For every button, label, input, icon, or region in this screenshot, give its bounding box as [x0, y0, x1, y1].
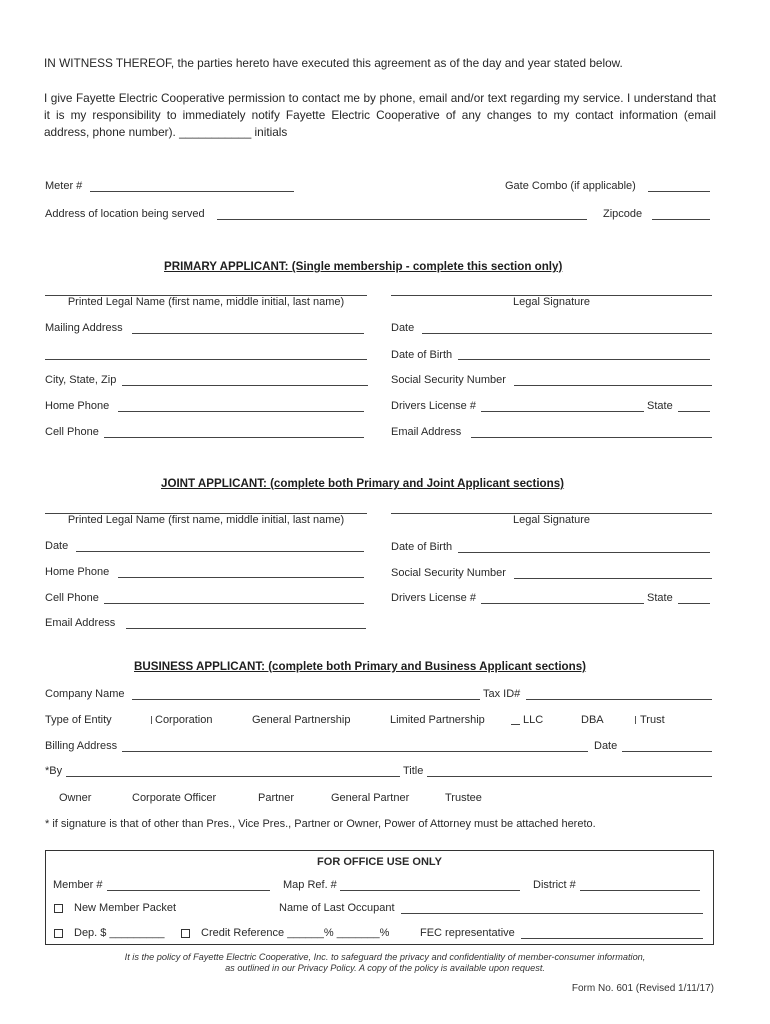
- role-owner-label: Owner: [59, 792, 92, 804]
- primary-applicant-heading: PRIMARY APPLICANT: (Single membership - complete this section only): [164, 260, 563, 273]
- by-field[interactable]: [66, 776, 400, 777]
- tax-id-label: Tax ID#: [483, 688, 521, 700]
- joint-dob-label: Date of Birth: [391, 541, 453, 553]
- joint-date-field[interactable]: [76, 551, 364, 552]
- llc-checkbox[interactable]: [511, 724, 520, 725]
- entity-limited-partnership-label: Limited Partnership: [390, 714, 485, 726]
- last-occupant-label: Name of Last Occupant: [279, 902, 395, 914]
- fec-representative-label: FEC representative: [420, 927, 515, 939]
- business-date-label: Date: [594, 740, 618, 752]
- district-field[interactable]: [580, 890, 700, 891]
- primary-mailing-address-field[interactable]: [132, 333, 364, 334]
- primary-email-field[interactable]: [471, 437, 712, 438]
- company-name-label: Company Name: [45, 688, 125, 700]
- primary-drivers-license-label: Drivers License #: [391, 400, 476, 412]
- meter-field[interactable]: [90, 191, 294, 192]
- deposit-checkbox[interactable]: [54, 929, 63, 938]
- map-ref-label: Map Ref. #: [283, 879, 337, 891]
- new-member-packet-checkbox[interactable]: [54, 904, 63, 913]
- primary-mailing-address-label: Mailing Address: [45, 322, 123, 334]
- billing-address-label: Billing Address: [45, 740, 118, 752]
- billing-address-field[interactable]: [122, 751, 588, 752]
- joint-drivers-license-label: Drivers License #: [391, 592, 476, 604]
- role-corporate-officer-label: Corporate Officer: [132, 792, 217, 804]
- office-use-heading: FOR OFFICE USE ONLY: [317, 856, 442, 868]
- last-occupant-field[interactable]: [401, 913, 703, 914]
- company-name-field[interactable]: [132, 699, 480, 700]
- primary-drivers-license-field[interactable]: [481, 411, 644, 412]
- title-field[interactable]: [427, 776, 712, 777]
- primary-printed-name-caption: Printed Legal Name (first name, middle initial, last name): [67, 296, 345, 308]
- title-label: Title: [403, 765, 424, 777]
- gate-combo-label: Gate Combo (if applicable): [505, 180, 636, 192]
- address-location-field[interactable]: [217, 219, 587, 220]
- joint-printed-name-caption: Printed Legal Name (first name, middle initial, last name): [67, 514, 345, 526]
- primary-date-label: Date: [391, 322, 415, 334]
- zipcode-field[interactable]: [652, 219, 710, 220]
- joint-signature-caption: Legal Signature: [512, 514, 591, 526]
- primary-home-phone-label: Home Phone: [45, 400, 110, 412]
- power-of-attorney-note: * if signature is that of other than Pres., Vice Pres., Partner or Owner, Power of Attorney must be attached hereto.: [45, 818, 596, 830]
- member-number-label: Member #: [53, 879, 103, 891]
- tax-id-field[interactable]: [526, 699, 712, 700]
- role-trustee-label: Trustee: [445, 792, 482, 804]
- privacy-policy-line-2: as outlined in our Privacy Policy. A copy of the policy is available upon request.: [225, 963, 545, 973]
- witness-statement: IN WITNESS THEREOF, the parties hereto have executed this agreement as of the day and year stated below.: [44, 56, 623, 70]
- joint-ssn-label: Social Security Number: [391, 567, 506, 579]
- corporation-checkbox[interactable]: [151, 716, 152, 724]
- primary-dob-field[interactable]: [458, 359, 710, 360]
- primary-cell-phone-field[interactable]: [104, 437, 364, 438]
- entity-trust-label: Trust: [640, 714, 665, 726]
- primary-dob-label: Date of Birth: [391, 349, 453, 361]
- joint-cell-phone-label: Cell Phone: [45, 592, 99, 604]
- primary-cell-phone-label: Cell Phone: [45, 426, 99, 438]
- joint-dob-field[interactable]: [458, 552, 710, 553]
- joint-state-field[interactable]: [678, 603, 710, 604]
- primary-state-label: State: [647, 400, 673, 412]
- entity-dba-label: DBA: [581, 714, 604, 726]
- zipcode-label: Zipcode: [603, 208, 643, 220]
- primary-ssn-label: Social Security Number: [391, 374, 506, 386]
- credit-reference-label: Credit Reference ______% _______%: [201, 927, 390, 939]
- primary-signature-caption: Legal Signature: [512, 296, 591, 308]
- joint-date-label: Date: [45, 540, 69, 552]
- contact-permission-statement: I give Fayette Electric Cooperative permission to contact me by phone, email and/or text regarding my service. I understand that it is my responsibility to immediately notify Fayette Electric Cooperative of any changes to my contact information (email address, phone number). ___________ initials: [44, 91, 716, 139]
- privacy-policy-line-1: It is the policy of Fayette Electric Cooperative, Inc. to safeguard the privacy and confidentiality of member-consumer information,: [124, 952, 646, 962]
- joint-applicant-heading: JOINT APPLICANT: (complete both Primary and Joint Applicant sections): [161, 477, 565, 490]
- primary-home-phone-field[interactable]: [118, 411, 364, 412]
- deposit-label: Dep. $ _________: [74, 927, 165, 939]
- joint-email-label: Email Address: [45, 617, 116, 629]
- address-location-label: Address of location being served: [45, 208, 205, 220]
- primary-state-field[interactable]: [678, 411, 710, 412]
- joint-home-phone-field[interactable]: [118, 577, 364, 578]
- meter-label: Meter #: [45, 180, 83, 192]
- joint-drivers-license-field[interactable]: [481, 603, 644, 604]
- primary-mailing-address-line2-field[interactable]: [45, 359, 367, 360]
- entity-corporation-label: Corporation: [155, 714, 213, 726]
- member-number-field[interactable]: [107, 890, 270, 891]
- district-label: District #: [533, 879, 576, 891]
- form-number: Form No. 601 (Revised 1/11/17): [571, 983, 714, 994]
- new-member-packet-label: New Member Packet: [74, 902, 177, 914]
- map-ref-field[interactable]: [340, 890, 520, 891]
- trust-checkbox[interactable]: [635, 716, 636, 724]
- entity-llc-label: LLC: [523, 714, 544, 726]
- joint-email-field[interactable]: [126, 628, 366, 629]
- primary-date-field[interactable]: [422, 333, 712, 334]
- primary-city-state-zip-label: City, State, Zip: [45, 374, 117, 386]
- joint-ssn-field[interactable]: [514, 578, 712, 579]
- business-date-field[interactable]: [622, 751, 712, 752]
- primary-email-label: Email Address: [391, 426, 462, 438]
- type-of-entity-label: Type of Entity: [45, 714, 112, 726]
- entity-general-partnership-label: General Partnership: [252, 714, 351, 726]
- joint-home-phone-label: Home Phone: [45, 566, 110, 578]
- gate-combo-field[interactable]: [648, 191, 710, 192]
- role-partner-label: Partner: [258, 792, 295, 804]
- primary-ssn-field[interactable]: [514, 385, 712, 386]
- credit-reference-checkbox[interactable]: [181, 929, 190, 938]
- role-general-partner-label: General Partner: [331, 792, 410, 804]
- joint-state-label: State: [647, 592, 673, 604]
- primary-city-state-zip-field[interactable]: [122, 385, 368, 386]
- joint-cell-phone-field[interactable]: [104, 603, 364, 604]
- business-applicant-heading: BUSINESS APPLICANT: (complete both Primary and Business Applicant sections): [134, 660, 587, 673]
- by-label: *By: [45, 765, 63, 777]
- fec-representative-field[interactable]: [521, 938, 703, 939]
